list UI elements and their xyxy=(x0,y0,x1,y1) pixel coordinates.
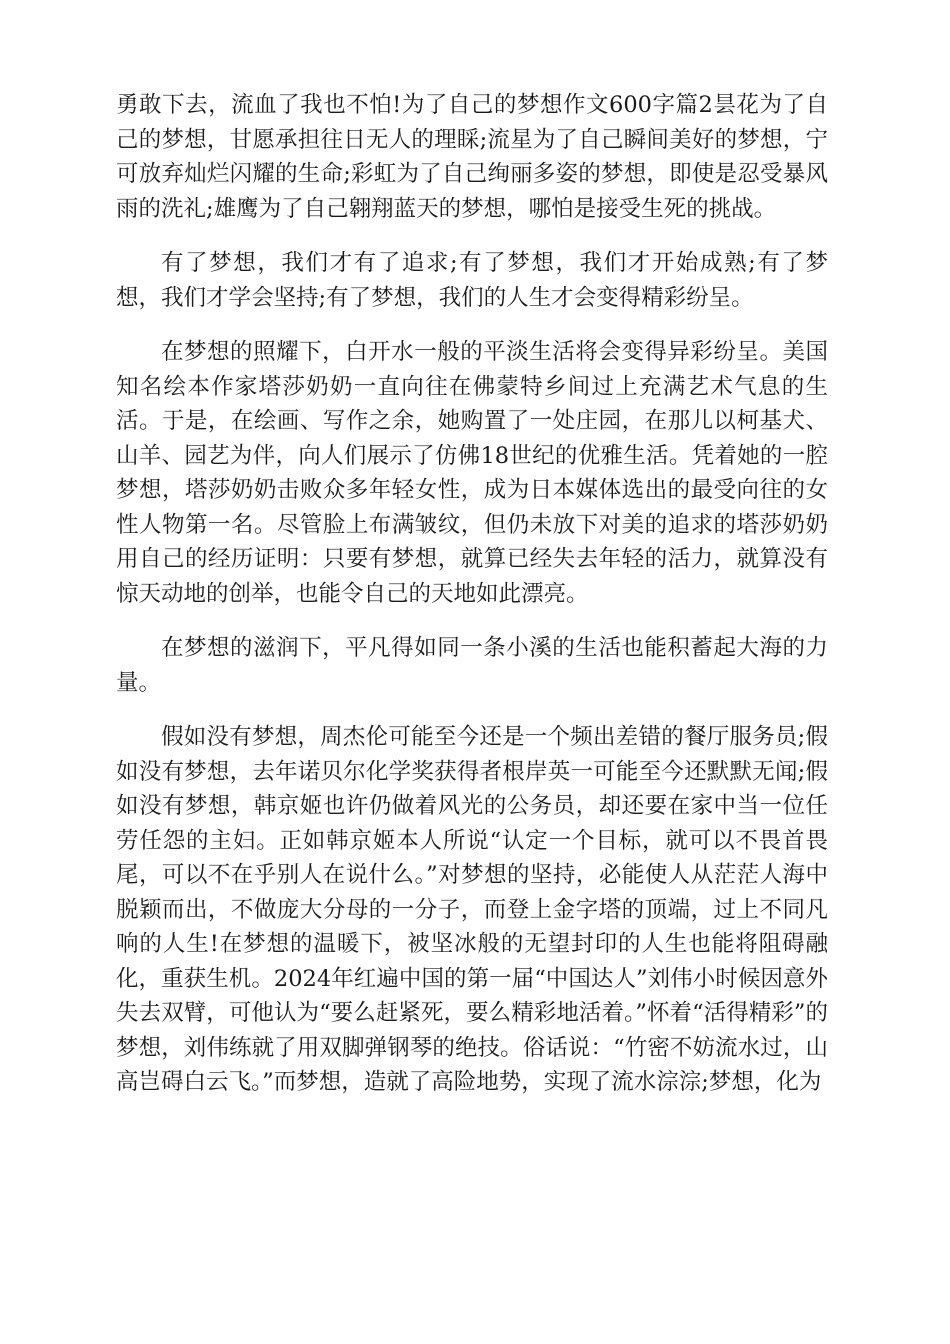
paragraph-3: 在梦想的照耀下，白开水一般的平淡生活将会变得异彩纷呈。美国知名绘本作家塔莎奶奶一直向往在佛蒙特乡间过上充满艺术气息的生活。于是，在绘画、写作之余，她购置了一处庄园，在那儿以柯基犬、山羊、园艺为伴，向人们展示了仿佛18世纪的优雅生活。凭着她的一腔梦想，塔莎奶奶击败众多年轻女性，成为日本媒体选出的最受向往的女性人物第一名。尽管脸上布满皱纹，但仍未放下对美的追求的塔莎奶奶用自己的经历证明：只要有梦想，就算已经失去年轻的活力，就算没有惊天动地的创举，也能令自己的天地如此漂亮。 xyxy=(116,339,828,607)
document-page xyxy=(116,88,828,1120)
paragraph-4: 在梦想的滋润下，平凡得如同一条小溪的生活也能积蓄起大海的力量。 xyxy=(116,635,828,696)
paragraph-2: 有了梦想，我们才有了追求;有了梦想，我们才开始成熟;有了梦想，我们才学会坚持;有了梦想，我们的人生才会变得精彩纷呈。 xyxy=(116,250,828,311)
paragraph-5: 假如没有梦想，周杰伦可能至今还是一个频出差错的餐厅服务员;假如没有梦想，去年诺贝尔化学奖获得者根岸英一可能至今还默默无闻;假如没有梦想，韩京姬也许仍做着风光的公务员，却还要在家中当一位任劳任怨的主妇。正如韩京姬本人所说“认定一个目标，就可以不畏首畏尾，可以不在乎别人在说什么。”对梦想的坚持，必能使人从茫茫人海中脱颖而出，不做庞大分母的一分子，而登上金字塔的顶端，过上不同凡响的人生!在梦想的温暖下，被坚冰般的无望封印的人生也能将阻碍融化，重获生机。2024年红遍中国的第一届“中国达人”刘伟小时候因意外失去双臂，可他认为“要么赶紧死，要么精彩地活着。”怀着“活得精彩”的梦想，刘伟练就了用双脚弹钢琴的绝技。俗话说：“竹密不妨流水过，山高岂碍白云飞。”而梦想，造就了高险地势，实现了流水淙淙;梦想，化为 xyxy=(116,724,828,1095)
paragraph-1: 勇敢下去，流血了我也不怕!为了自己的梦想作文600字篇2昙花为了自己的梦想，甘愿承担往日无人的理睬;流星为了自己瞬间美好的梦想，宁可放弃灿烂闪耀的生命;彩虹为了自己绚丽多姿的梦想，即使是忍受暴风雨的洗礼;雄鹰为了自己翱翔蓝天的梦想，哪怕是接受生死的挑战。 xyxy=(116,92,828,222)
